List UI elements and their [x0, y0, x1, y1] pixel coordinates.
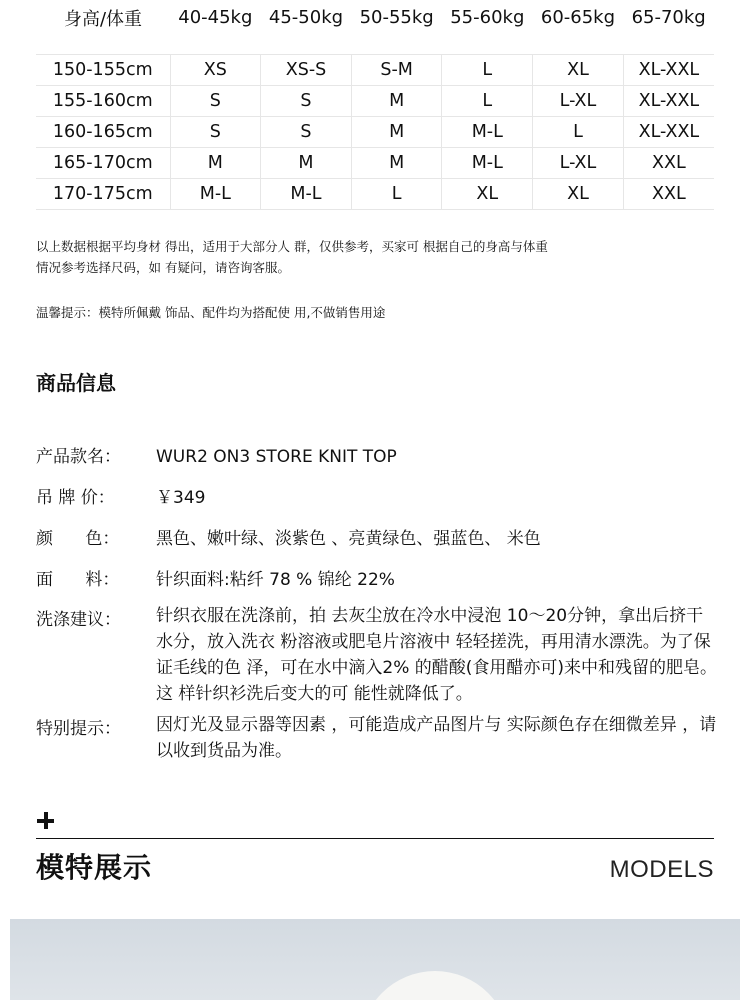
info-value: WUR2 ON3 STORE KNIT TOP	[156, 447, 397, 467]
size-cell: M	[351, 85, 442, 116]
size-cell: L	[351, 178, 442, 209]
size-cell: M	[351, 147, 442, 178]
size-cell: L	[442, 54, 533, 85]
height-range-cell: 160-165cm	[36, 116, 170, 147]
size-cell: L	[442, 85, 533, 116]
size-cell: XXL	[623, 147, 714, 178]
size-cell: M-L	[442, 116, 533, 147]
size-note-line: 情况参考选择尺码，如 有疑问，请咨询客服。	[36, 260, 290, 275]
size-cell: S	[261, 85, 352, 116]
header-weight-col: 40-45kg	[170, 0, 261, 54]
size-cell: M-L	[170, 178, 261, 209]
info-label: 产品款名：	[36, 447, 121, 467]
size-cell: XL	[533, 54, 624, 85]
size-cell: XXL	[623, 178, 714, 209]
size-cell: S	[170, 116, 261, 147]
models-title-en: MODELS	[609, 856, 714, 883]
size-cell: M-L	[442, 147, 533, 178]
info-label: 面 料：	[36, 570, 120, 590]
info-value: 针织面料:粘纤 78 % 锦纶 22%	[156, 570, 395, 590]
info-label: 特别提示：	[36, 719, 121, 739]
model-hat	[360, 971, 510, 1000]
info-label: 洗涤建议：	[36, 610, 121, 630]
info-value: 因灯光及显示器等因素 ，可能造成产品图片与 实际颜色存在细微差异 ，请以收到货品为准。	[156, 715, 717, 761]
section-divider	[36, 838, 714, 839]
size-table-row	[36, 178, 714, 209]
size-table-header	[36, 0, 714, 54]
header-weight-col: 50-55kg	[351, 0, 442, 54]
info-label: 颜 色：	[36, 529, 120, 549]
size-cell: XL-XXL	[623, 116, 714, 147]
product-info-title: 商品信息	[36, 371, 116, 395]
size-cell: XS-S	[261, 54, 352, 85]
size-cell: L-XL	[533, 147, 624, 178]
size-table-row	[36, 54, 714, 85]
size-cell: M	[351, 116, 442, 147]
header-height-weight: 身高/体重	[36, 0, 170, 54]
info-label: 吊 牌 价：	[36, 488, 115, 508]
size-cell: XS	[170, 54, 261, 85]
size-cell: XL	[442, 178, 533, 209]
size-table-row	[36, 116, 714, 147]
size-cell: XL	[533, 178, 624, 209]
size-note	[36, 236, 548, 278]
info-value: 针织衣服在洗涤前，拍 去灰尘放在冷水中浸泡 10～20分钟，拿出后挤干水分，放入洗衣 粉溶液或肥皂片溶液中 轻轻搓洗，再用清水漂洗。为了保证毛线的色 泽，可在水中滴入2% 的醋酸(食用醋亦可)来中和残留的肥皂。这 样针织衫洗后变大的可 能性就降低了。	[156, 606, 718, 704]
info-value: 黑色、嫩叶绿、淡紫色 、亮黄绿色、强蓝色、 米色	[156, 529, 541, 549]
size-table	[36, 0, 714, 210]
size-cell: S-M	[351, 54, 442, 85]
header-weight-col: 45-50kg	[261, 0, 352, 54]
header-weight-col: 55-60kg	[442, 0, 533, 54]
size-cell: M	[170, 147, 261, 178]
model-photo	[10, 919, 740, 1000]
size-note-line: 以上数据根据平均身材 得出，适用于大部分人 群，仅供参考，买家可 根据自己的身高与体重	[36, 239, 548, 254]
size-table-row	[36, 85, 714, 116]
size-cell: XL-XXL	[623, 54, 714, 85]
plus-icon	[37, 812, 54, 829]
header-weight-col: 60-65kg	[533, 0, 624, 54]
height-range-cell: 155-160cm	[36, 85, 170, 116]
height-range-cell: 165-170cm	[36, 147, 170, 178]
size-cell: XL-XXL	[623, 85, 714, 116]
size-cell: L	[533, 116, 624, 147]
size-cell: S	[261, 116, 352, 147]
height-range-cell: 150-155cm	[36, 54, 170, 85]
size-cell: M	[261, 147, 352, 178]
header-weight-col: 65-70kg	[623, 0, 714, 54]
height-range-cell: 170-175cm	[36, 178, 170, 209]
size-cell: S	[170, 85, 261, 116]
accessory-tip: 温馨提示：模特所佩戴 饰品、配件均为搭配使 用,不做销售用途	[36, 305, 386, 320]
size-table-row	[36, 147, 714, 178]
size-cell: M-L	[261, 178, 352, 209]
size-cell: L-XL	[533, 85, 624, 116]
models-title-cn: 模特展示	[36, 851, 153, 884]
info-value: ￥349	[156, 488, 206, 508]
